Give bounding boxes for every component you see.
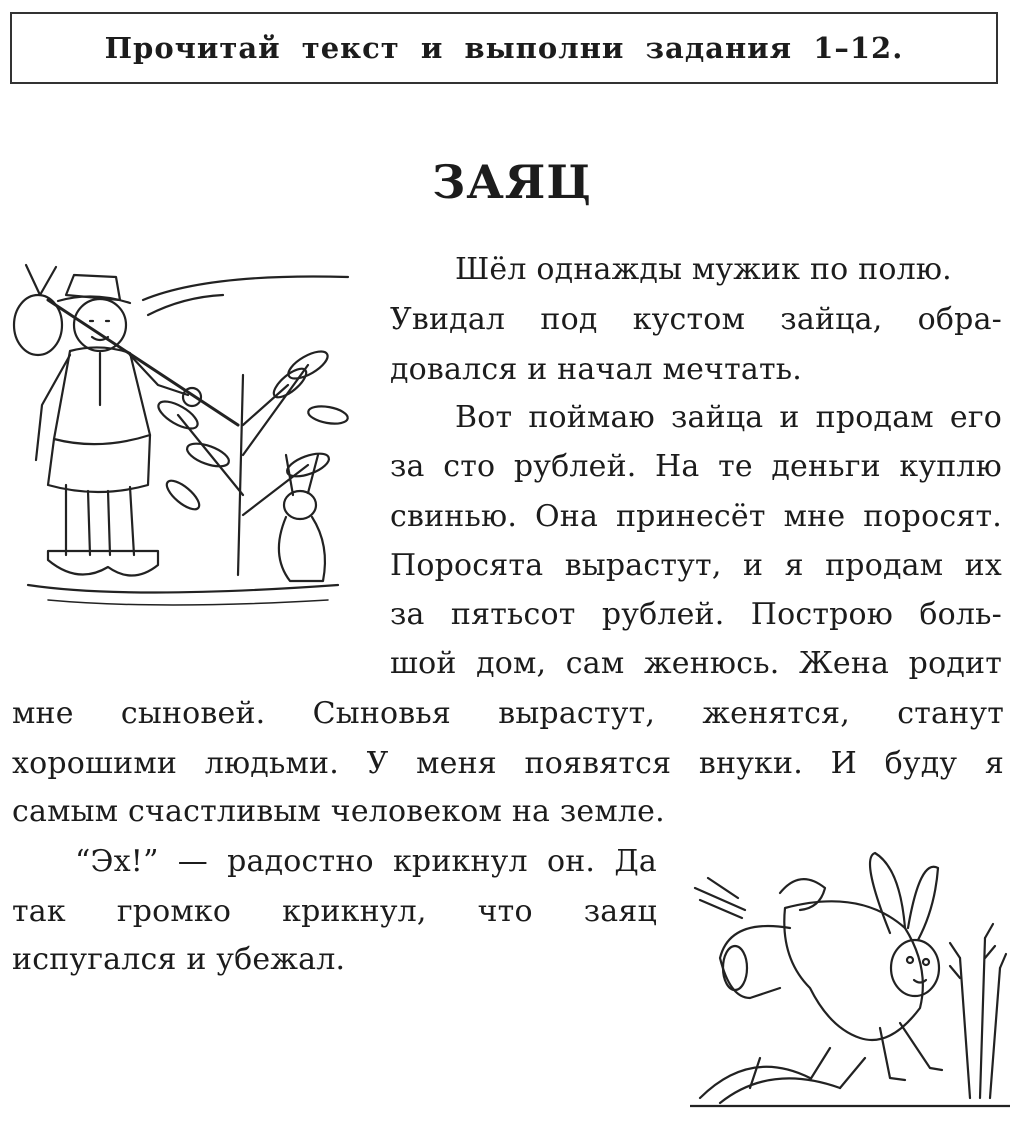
story-line-2: Увидал под кустом зайца, обра-	[390, 302, 1002, 337]
story-line-8: за пятьсот рублей. Построю боль-	[390, 597, 1002, 632]
story-line-14: так громко крикнул, что заяц	[12, 894, 657, 929]
instruction-text: Прочитай текст и выполни задания 1–12.	[104, 31, 904, 65]
story-line-5: за сто рублей. На те деньги куплю	[390, 449, 1002, 484]
story-line-6: свинью. Она принесёт мне поросят.	[390, 499, 1002, 534]
story-line-10: мне сыновей. Сыновья вырастут, женятся, станут	[12, 696, 1004, 731]
story-line-12: самым счастливым человеком на земле.	[12, 794, 665, 829]
story-line-13: “Эх!” — радостно крикнул он. Да	[75, 844, 657, 879]
story-line-4: Вот поймаю зайца и продам его	[455, 400, 1002, 435]
story-line-11: хорошими людьми. У меня появятся внуки. И буду я	[12, 746, 1004, 781]
story-title: ЗАЯЦ	[432, 155, 592, 209]
hare-illustration	[690, 848, 1010, 1110]
story-line-15: испугался и убежал.	[12, 942, 346, 977]
instruction-box	[10, 12, 998, 84]
story-line-9: шой дом, сам женюсь. Жена родит	[390, 646, 1002, 681]
story-line-1: Шёл однажды мужик по полю.	[455, 252, 952, 287]
peasant-illustration	[8, 255, 353, 615]
story-line-7: Поросята вырастут, и я продам их	[390, 548, 1002, 583]
story-line-3: довался и начал мечтать.	[390, 352, 803, 387]
